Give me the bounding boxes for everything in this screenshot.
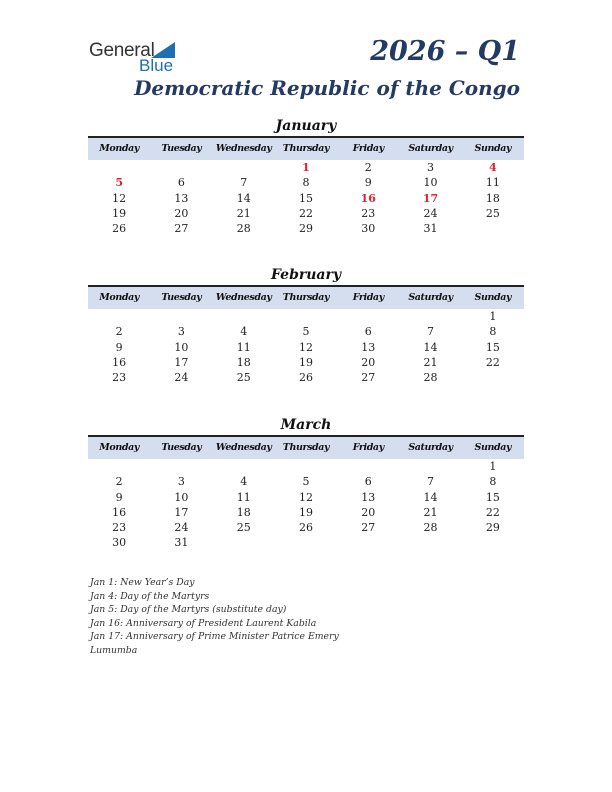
day-cell: 9 [115,490,123,504]
weekday-label: Wednesday [215,143,272,154]
day-cell: 4 [240,325,248,339]
day-cell: 6 [364,325,372,339]
day-cell: 9 [364,176,372,190]
day-cell: 16 [112,505,127,519]
weekday-label: Tuesday [161,442,202,453]
day-cell: 5 [302,325,310,339]
day-cell: 3 [427,161,435,174]
day-cell: 27 [361,371,376,385]
week-row [88,175,524,190]
week-row [88,340,524,355]
day-cell: 14 [236,191,251,205]
day-cell: 20 [361,505,376,519]
weekday-label: Monday [99,442,139,453]
holiday-note: Jan 4: Day of the Martyrs [90,590,210,602]
holiday-note: Jan 1: New Year’s Day [90,577,195,588]
logo-general-text: General [89,40,155,61]
day-cell: 6 [177,176,185,190]
day-cell: 18 [485,191,500,205]
weekday-label: Monday [99,143,139,154]
weekday-label: Tuesday [161,143,202,154]
day-cell: 28 [423,521,438,535]
day-cell: 19 [298,355,313,369]
week-row [88,309,524,324]
day-cell [275,459,337,474]
day-cell [462,535,524,550]
day-cell: 21 [423,505,438,519]
weekday-header [88,136,524,160]
day-cell: 24 [174,371,189,385]
day-cell: 16 [360,191,376,205]
day-cell: 31 [174,536,189,550]
day-cell: 17 [422,191,439,205]
week-row [88,355,524,370]
day-cell: 8 [489,325,497,339]
weekday-label: Friday [352,442,384,453]
weekday-label: Wednesday [215,292,272,303]
day-cell: 22 [485,505,500,519]
day-cell: 2 [115,475,123,489]
week-row [88,206,524,221]
day-cell: 22 [298,206,313,220]
weekday-label: Sunday [474,292,512,303]
week-row [88,324,524,339]
week-row [88,505,524,520]
day-cell: 1 [489,310,497,323]
day-cell: 18 [236,355,251,369]
month-calendar-march [88,415,524,551]
day-cell: 13 [361,490,376,504]
day-cell: 5 [115,176,123,190]
day-cell: 15 [298,191,313,205]
day-cell [399,459,461,474]
day-cell [337,535,399,550]
day-cell: 11 [236,490,251,504]
day-cell: 19 [112,206,127,220]
day-cell [275,535,337,550]
day-cell: 9 [115,340,123,354]
day-cell [213,309,275,324]
day-cell [337,309,399,324]
holiday-note: Jan 5: Day of the Martyrs (substitute day) [90,604,287,616]
day-cell: 27 [174,222,189,236]
day-cell: 24 [174,521,189,535]
day-cell: 28 [423,371,438,385]
day-cell: 12 [112,191,127,205]
weekday-label: Sunday [474,442,512,453]
day-cell: 10 [423,176,438,190]
day-cell: 30 [112,536,127,550]
day-cell [150,459,212,474]
day-cell: 7 [240,176,248,190]
day-cell: 2 [115,325,123,339]
day-cell: 21 [236,206,251,220]
day-cell: 20 [174,206,189,220]
week-row [88,474,524,489]
weekday-header [88,285,524,309]
day-cell: 28 [236,222,251,236]
day-cell: 10 [174,490,189,504]
day-cell: 4 [489,161,497,174]
week-row [88,535,524,550]
day-cell: 18 [236,505,251,519]
day-cell: 31 [423,222,438,236]
day-cell: 26 [298,521,313,535]
day-cell: 19 [298,505,313,519]
day-cell [150,309,212,324]
day-cell: 8 [302,176,310,190]
day-cell: 1 [489,460,497,473]
day-cell: 24 [423,206,438,220]
week-row [88,221,524,236]
day-cell: 7 [427,475,435,489]
day-cell: 2 [364,161,372,174]
logo-blue-text: Blue [139,56,174,75]
day-cell [462,221,524,236]
day-cell: 16 [112,355,127,369]
weekday-label: Saturday [408,292,453,303]
weekday-label: Saturday [408,442,453,453]
week-row [88,490,524,505]
day-cell: 30 [361,222,376,236]
day-cell: 6 [364,475,372,489]
weekday-label: Sunday [474,143,512,154]
day-cell: 4 [240,475,248,489]
day-cell [213,160,275,175]
holiday-note: Lumumba [90,644,138,656]
day-cell: 29 [485,521,500,535]
day-cell [462,370,524,385]
day-cell: 25 [485,206,500,220]
day-cell: 15 [485,490,500,504]
day-cell: 17 [174,505,189,519]
day-cell [399,309,461,324]
day-cell [88,309,150,324]
page-title: 2026 – Q1 [370,36,520,67]
day-cell: 25 [236,371,251,385]
weekday-label: Thursday [282,292,330,303]
day-cell: 23 [361,206,376,220]
weekday-label: Monday [99,292,139,303]
holiday-note: Jan 17: Anniversary of Prime Minister Patrice Emery [90,631,339,643]
holiday-notes [90,576,390,658]
day-cell: 11 [485,176,500,190]
day-cell: 11 [236,340,251,354]
weekday-label: Thursday [282,442,330,453]
day-cell: 26 [112,222,127,236]
month-calendar-february [88,265,524,385]
weekday-label: Thursday [282,143,330,154]
day-cell: 14 [423,340,438,354]
day-cell: 21 [423,355,438,369]
weekday-label: Wednesday [215,442,272,453]
day-cell: 27 [361,521,376,535]
day-cell: 3 [177,325,185,339]
day-cell: 26 [298,371,313,385]
week-row [88,459,524,474]
day-cell: 14 [423,490,438,504]
day-cell: 7 [427,325,435,339]
day-cell: 13 [361,340,376,354]
day-cell: 8 [489,475,497,489]
weekday-label: Friday [352,292,384,303]
day-cell: 17 [174,355,189,369]
weekday-header [88,435,524,459]
country-title: Democratic Republic of the Congo [134,76,520,100]
holiday-note: Jan 16: Anniversary of President Laurent Kabila [90,617,317,629]
day-cell: 1 [302,161,310,174]
day-cell: 13 [174,191,189,205]
day-cell [399,535,461,550]
day-cell: 3 [177,475,185,489]
day-cell [150,160,212,175]
day-cell [213,459,275,474]
day-cell [337,459,399,474]
day-cell [275,309,337,324]
day-cell: 23 [112,371,127,385]
weekday-label: Friday [352,143,384,154]
day-cell [213,535,275,550]
day-cell: 5 [302,475,310,489]
day-cell: 12 [298,490,313,504]
week-row [88,520,524,535]
day-cell: 25 [236,521,251,535]
day-cell: 10 [174,340,189,354]
week-row [88,191,524,206]
day-cell: 12 [298,340,313,354]
month-name: March [280,417,332,433]
weekday-label: Tuesday [161,292,202,303]
week-row [88,370,524,385]
day-cell: 20 [361,355,376,369]
day-cell: 22 [485,355,500,369]
day-cell: 15 [485,340,500,354]
day-cell [88,160,150,175]
week-row [88,160,524,175]
day-cell: 29 [298,222,313,236]
day-cell [88,459,150,474]
day-cell: 23 [112,521,127,535]
weekday-label: Saturday [408,143,453,154]
month-calendar-january [88,116,524,236]
month-name: February [270,267,341,283]
month-name: January [275,118,337,134]
